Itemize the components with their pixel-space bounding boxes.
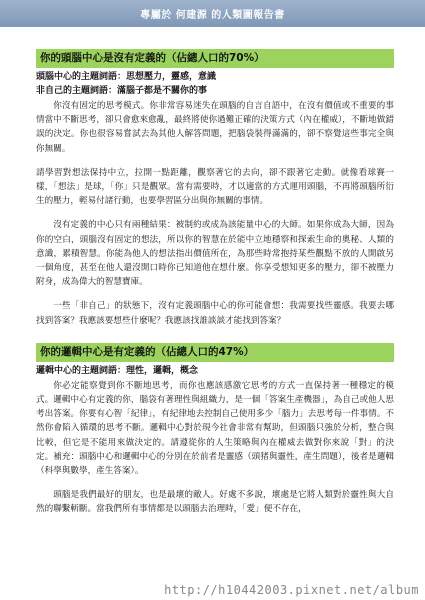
head-center-paragraph: 沒有定義的中心只有兩種結果：被制約或成為該能量中心的大師。如果你成為大師，因為你的空白，頭腦沒有固定的想法，所以你的智慧在於能中立地穩察和探索生命的奧秘、人類的意識，累積智慧。你能為他人的想法指出價值所在，為那些時常抱持某些觀點不放的人開啟另一個角度，甚至在他人還沒開口時你已知道他在想什麼。你享受想知更多的壓力，卻不被壓力附身，成為偉大的智慧寶庫。 [36, 220, 394, 288]
head-center-theme: 頭腦中心的主題詞語：思想壓力，靈感，意識 [36, 72, 217, 82]
ajna-center-paragraph: 你必定能察覺到你不斷地思考，而你也應該感激它思考的方式一直保持著一種穩定的模式。邏輯中心有定義的你，腦袋有著理性與組織力，是一個「答案生產機器」，為自己或他人思考出答案。你要有心智「紀律」，有紀律地去控制自己使用多少「腦力」去思考每一件事情。不然你會陷入循環的思考不斷。邏輯中心對於現今社會非常有幫助，但頭腦只強於分析，整合與比較，但它是不能用來做決定的。請遵從你的人生策略與內在權威去做對你來說「對」的決定。補充：頭腦中心和邏輯中心的分別在於前者是靈感（頭猪與靈性，產生問題），後者是邏輯（科學與數學，產生答案）。 [36, 380, 394, 477]
report-body [36, 49, 394, 520]
section-heading-ajna-center: 你的邏輯中心是有定義的（佔總人口的47%） [36, 343, 394, 362]
watermark-url: http://h10442003.pixnet.net/album [164, 583, 419, 597]
ajna-center-paragraph: 頭腦是我們最好的朋友，也是最壞的敵人。好處不多說，壞處是它將人類對於靈性與大自然的聯繫斬斷。當我們所有事情都是以頭腦去治理時，「愛」便不存在， [36, 490, 394, 515]
head-center-paragraph: 你沒有固定的思考模式。你非常容易迷失在頭腦的自言自語中，在沒有價值或不重要的事情當中不斷思考，卻只會愈來愈亂，最終將使你過難正確的決策方式（內在權威），不斷地做錯誤的決定。你也很容易嘗試去為其他人解答問題，把腦袋裝得滿滿的，卻不察覺這些事完全與你無關。 [36, 101, 394, 154]
report-header-bar [0, 0, 425, 27]
head-center-paragraph: 一些「非自己」的狀態下，沒有定義頭腦中心的你可能會想：我需要找些靈感。我要去哪找到答案？我應該要想些什麼呢？我應該找誰談談才能找到答案？ [36, 301, 394, 326]
report-title: 專屬於 何建源 的人類圖報告書 [140, 10, 285, 21]
section-heading-head-center: 你的頭腦中心是沒有定義的（佔總人口的70%） [36, 49, 394, 68]
head-center-notself-theme: 非自己的主題詞語：滿腦子都是不關你的事 [36, 86, 208, 96]
ajna-center-theme: 邏輯中心的主題詞語：理性，邏輯，概念 [36, 365, 199, 376]
head-center-paragraph: 請學習對想法保持中立，拉開一點距離，觀察著它的去向，卻不跟著它走動。就像看球賽一樣，「想法」是球，「你」只是觀眾。當有需要時，才以適當的方式運用頭腦，不再將頭腦所衍生的壓力，輕易付諸行動，也要學習區分出與你無關的事情。 [36, 167, 394, 207]
